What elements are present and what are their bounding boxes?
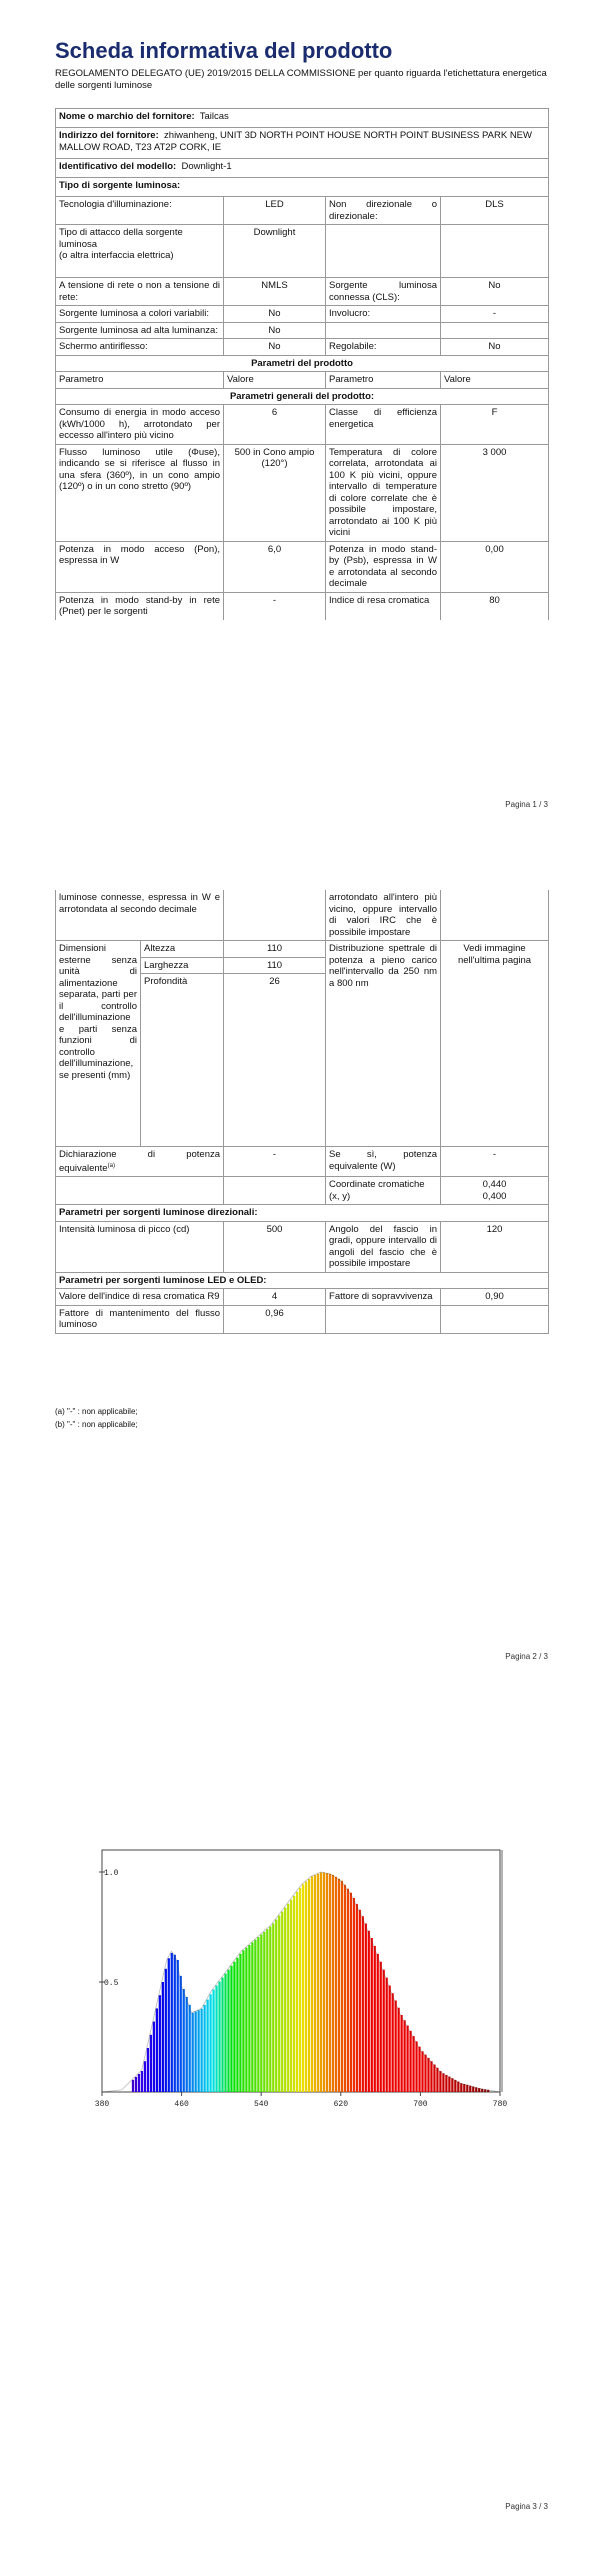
spectrum-bar bbox=[341, 1881, 343, 2092]
spectrum-bar bbox=[171, 1953, 173, 2092]
spectrum-bar bbox=[317, 1874, 319, 2092]
spectrum-bar bbox=[350, 1893, 352, 2092]
source-type-heading: Tipo di sorgente luminosa: bbox=[56, 178, 549, 197]
spd-value: Vedi immagine nell'ultima pagina bbox=[441, 941, 549, 1147]
spectrum-bar bbox=[445, 2075, 447, 2092]
regulation-rest: per quanto riguarda l'etichettatura energetica delle sorgenti luminose bbox=[55, 68, 547, 91]
spectrum-bar bbox=[436, 2068, 438, 2092]
spectrum-bar bbox=[308, 1879, 310, 2092]
spectrum-bar bbox=[347, 1889, 349, 2092]
spectrum-bar bbox=[147, 2048, 149, 2092]
spectrum-bar bbox=[395, 2000, 397, 2092]
supplier-address-row bbox=[56, 128, 549, 159]
spectrum-bar bbox=[239, 1954, 241, 2092]
cell: Sorgente luminosa connessa (CLS): bbox=[326, 278, 441, 306]
cell: - bbox=[441, 306, 549, 323]
supplier-name-label: Nome o marchio del fornitore: bbox=[59, 111, 195, 122]
coord-y: 0,400 bbox=[482, 1190, 507, 1202]
cell: 0,96 bbox=[224, 1305, 326, 1333]
spectrum-bar bbox=[418, 2047, 420, 2092]
spectrum-bar bbox=[138, 2074, 140, 2092]
spectrum-bar bbox=[263, 1932, 265, 2092]
spectrum-bar bbox=[189, 2005, 191, 2092]
spectrum-bar bbox=[141, 2071, 143, 2092]
model-row bbox=[56, 159, 549, 178]
footnote-a: (a) "-" : non applicabile; bbox=[55, 1407, 138, 1416]
cell: No bbox=[224, 306, 326, 323]
spectrum-bar bbox=[159, 1995, 161, 2092]
spectrum-bar bbox=[398, 2008, 400, 2092]
spectrum-bar bbox=[254, 1940, 256, 2092]
spectrum-bar bbox=[439, 2071, 441, 2092]
spectrum-bar bbox=[132, 2080, 134, 2092]
spectrum-bar bbox=[281, 1912, 283, 2092]
equiv-label-text: Dichiarazione di potenza equivalente bbox=[59, 1149, 221, 1174]
cell: 80 bbox=[441, 592, 549, 620]
spectrum-bar bbox=[344, 1885, 346, 2092]
product-table-p2 bbox=[55, 890, 549, 1334]
spectrum-bar bbox=[192, 2013, 194, 2092]
spectrum-bar bbox=[466, 2085, 468, 2092]
cell: NMLS bbox=[224, 278, 326, 306]
cell: - bbox=[224, 592, 326, 620]
spectrum-bar bbox=[162, 1982, 164, 2092]
spectrum-bar bbox=[266, 1929, 268, 2092]
footnote-b: (b) "-" : non applicabile; bbox=[55, 1420, 138, 1429]
cell bbox=[326, 322, 441, 339]
cell: 6 bbox=[224, 405, 326, 445]
spectrum-bar bbox=[302, 1884, 304, 2092]
spectrum-bar bbox=[362, 1916, 364, 2092]
x-tick-label: 700 bbox=[413, 2100, 428, 2109]
regulation-text bbox=[55, 68, 555, 92]
params-heading: Parametri del prodotto bbox=[56, 355, 549, 372]
spectrum-bar bbox=[401, 2015, 403, 2092]
spectrum-bar bbox=[412, 2036, 414, 2092]
dims-label: Dimensioni esterne senza unità di alimentazione separata, parti per il controllo dell'illuminazione e parti senza funzioni di controllo dell'illuminazione, se presenti (mm) bbox=[56, 941, 141, 1147]
spectrum-bar bbox=[469, 2086, 471, 2092]
cell: Angolo del fascio in gradi, oppure intervallo di angoli del fascio che è possibile impostare bbox=[326, 1221, 441, 1272]
model-value: Downlight-1 bbox=[181, 161, 232, 172]
spectrum-bar bbox=[183, 1989, 185, 2092]
cell: No bbox=[441, 278, 549, 306]
cell: Non direzionale o direzionale: bbox=[326, 197, 441, 225]
cell: Se sì, potenza equivalente (W) bbox=[326, 1147, 441, 1177]
spectrum-bar bbox=[305, 1882, 307, 2092]
spectrum-bar bbox=[448, 2077, 450, 2092]
model-label: Identificativo del modello: bbox=[59, 161, 177, 172]
cell bbox=[224, 1177, 326, 1205]
y-tick-label: 1.0 bbox=[104, 1869, 119, 1878]
col-value: Valore bbox=[441, 372, 549, 389]
page-number: Pagina 1 / 3 bbox=[505, 800, 548, 809]
cell: 4 bbox=[224, 1289, 326, 1306]
cell: Schermo antiriflesso: bbox=[56, 339, 224, 356]
spectrum-bar bbox=[335, 1877, 337, 2092]
spd-label: Distribuzione spettrale di potenza a pieno carico nell'intervallo da 250 nm a 800 nm bbox=[326, 941, 441, 1147]
x-tick-label: 460 bbox=[174, 2100, 189, 2109]
spectrum-bar bbox=[206, 2000, 208, 2092]
cell: Flusso luminoso utile (Φuse), indicando se si riferisce al flusso in una sfera (360º), in un cono ampio (120º) o in un cono stretto (90º) bbox=[56, 444, 224, 541]
spectrum-bar bbox=[380, 1962, 382, 2092]
cell: - bbox=[441, 1147, 549, 1177]
spectrum-bar bbox=[430, 2061, 432, 2092]
cell: Tecnologia d'illuminazione: bbox=[56, 197, 224, 225]
spectrum-bar bbox=[248, 1945, 250, 2092]
spectrum-bar bbox=[201, 2009, 203, 2092]
cell bbox=[441, 322, 549, 339]
footnotes bbox=[55, 1405, 138, 1431]
col-value: Valore bbox=[224, 372, 326, 389]
spectrum-bar bbox=[150, 2035, 152, 2092]
spectrum-bar bbox=[409, 2031, 411, 2092]
col-param: Parametro bbox=[326, 372, 441, 389]
spectrum-bar bbox=[245, 1948, 247, 2092]
spectrum-bar bbox=[203, 2005, 205, 2092]
cell: Fattore di mantenimento del flusso luminoso bbox=[56, 1305, 224, 1333]
cell: F bbox=[441, 405, 549, 445]
cell: A tensione di rete o non a tensione di rete: bbox=[56, 278, 224, 306]
spectrum-bar bbox=[275, 1920, 277, 2092]
spectrum-bar bbox=[233, 1962, 235, 2092]
cell bbox=[56, 1177, 224, 1205]
cell: Potenza in modo stand-by (Psb), espressa in W e arrotondata al secondo decimale bbox=[326, 541, 441, 592]
cell: Regolabile: bbox=[326, 339, 441, 356]
spectrum-chart bbox=[82, 1840, 522, 2130]
spectrum-bar bbox=[284, 1908, 286, 2092]
spectrum-bar bbox=[356, 1904, 358, 2092]
cell: No bbox=[224, 322, 326, 339]
spectrum-bar bbox=[460, 2083, 462, 2092]
dim-name: Profondità bbox=[141, 974, 224, 1147]
spectrum-bar bbox=[433, 2065, 435, 2093]
spectrum-bar bbox=[260, 1934, 262, 2092]
dim-name: Larghezza bbox=[141, 957, 224, 974]
document-title: Scheda informativa del prodotto bbox=[55, 38, 393, 63]
col-param: Parametro bbox=[56, 372, 224, 389]
spectrum-bar bbox=[218, 1982, 220, 2092]
supplier-name-row bbox=[56, 109, 549, 128]
spectrum-bar bbox=[269, 1927, 271, 2092]
cell: arrotondato all'intero più vicino, oppure intervallo di valori IRC che è possibile impostare bbox=[326, 890, 441, 941]
cell: Coordinate cromatiche (x, y) bbox=[326, 1177, 441, 1205]
spectrum-bar bbox=[463, 2084, 465, 2092]
general-params-heading: Parametri generali del prodotto: bbox=[56, 388, 549, 405]
cell: Consumo di energia in modo acceso (kWh/1000 h), arrotondato per eccesso all'intero più vicino bbox=[56, 405, 224, 445]
cell: Classe di efficienza energetica bbox=[326, 405, 441, 445]
x-tick-label: 540 bbox=[253, 2100, 269, 2109]
spectrum-bar bbox=[144, 2061, 146, 2092]
spectrum-bar bbox=[320, 1872, 322, 2092]
spectrum-bar bbox=[338, 1879, 340, 2092]
spectrum-bar bbox=[257, 1937, 259, 2092]
supplier-name-value: Tailcas bbox=[199, 111, 229, 122]
cell bbox=[326, 225, 441, 278]
dim-value: 26 bbox=[224, 974, 326, 1147]
spectrum-bar bbox=[386, 1978, 388, 2092]
spectrum-bar bbox=[427, 2058, 429, 2092]
equiv-label bbox=[56, 1147, 224, 1177]
led-heading: Parametri per sorgenti luminose LED e OLED: bbox=[56, 1272, 549, 1289]
spectrum-bar bbox=[135, 2077, 137, 2092]
spectrum-bar bbox=[415, 2041, 417, 2092]
spectrum-bar bbox=[454, 2080, 456, 2092]
cell: DLS bbox=[441, 197, 549, 225]
spectrum-bar bbox=[278, 1916, 280, 2092]
spectrum-bar bbox=[215, 1986, 217, 2092]
cell bbox=[441, 890, 549, 941]
cell: Tipo di attacco della sorgente luminosa (o altra interfaccia elettrica) bbox=[56, 225, 224, 278]
regulation-bold: REGOLAMENTO DELEGATO (UE) 2019/2015 DELLA COMMISSIONE bbox=[55, 68, 356, 79]
spectrum-bar bbox=[195, 2011, 197, 2092]
spectrum-bar bbox=[421, 2051, 423, 2092]
spectrum-bar bbox=[374, 1946, 376, 2092]
spectrum-bar bbox=[424, 2055, 426, 2092]
spectrum-bar bbox=[329, 1874, 331, 2092]
spectrum-bar bbox=[230, 1966, 232, 2092]
spectrum-bar bbox=[272, 1923, 274, 2092]
cell: Potenza in modo acceso (Pon), espressa in W bbox=[56, 541, 224, 592]
cell: LED bbox=[224, 197, 326, 225]
cell: No bbox=[441, 339, 549, 356]
spectrum-bar bbox=[442, 2073, 444, 2092]
cell: 500 bbox=[224, 1221, 326, 1272]
spectrum-bar bbox=[368, 1931, 370, 2092]
cell: Fattore di sopravvivenza bbox=[326, 1289, 441, 1306]
cell: 0,90 bbox=[441, 1289, 549, 1306]
cell: Potenza in modo stand-by in rete (Pnet) per le sorgenti bbox=[56, 592, 224, 620]
directional-heading: Parametri per sorgenti luminose direzionali: bbox=[56, 1205, 549, 1222]
spectrum-bar bbox=[156, 2008, 158, 2092]
y-tick-label: 0.5 bbox=[104, 1979, 119, 1988]
cell bbox=[224, 890, 326, 941]
spectrum-bar bbox=[296, 1892, 298, 2092]
cell: 120 bbox=[441, 1221, 549, 1272]
spectrum-bar bbox=[251, 1942, 253, 2092]
spectrum-bar bbox=[377, 1954, 379, 2092]
spectrum-bar bbox=[242, 1950, 244, 2092]
spectrum-bar bbox=[293, 1896, 295, 2092]
cell: Downlight bbox=[224, 225, 326, 278]
spectrum-bar bbox=[224, 1974, 226, 2092]
footnote-ref: (a) bbox=[107, 1162, 115, 1169]
spectrum-bar bbox=[332, 1875, 334, 2092]
spectrum-bar bbox=[353, 1898, 355, 2092]
dim-value: 110 bbox=[224, 941, 326, 958]
spectrum-bar bbox=[227, 1970, 229, 2092]
spectrum-bar bbox=[371, 1938, 373, 2092]
page-2 bbox=[0, 840, 603, 1700]
spectrum-bar bbox=[168, 1958, 170, 2092]
spectrum-bar bbox=[406, 2026, 408, 2092]
spectrum-bar bbox=[359, 1910, 361, 2092]
cell: Valore dell'indice di resa cromatica R9 bbox=[56, 1289, 224, 1306]
cell: luminose connesse, espressa in W e arrotondata al secondo decimale bbox=[56, 890, 224, 941]
x-tick-label: 380 bbox=[94, 2100, 110, 2109]
supplier-address-value: zhiwanheng, UNIT 3D NORTH POINT HOUSE NORTH POINT BUSINESS PARK NEW MALLOW ROAD, T23 AT2P CORK, IE bbox=[59, 130, 532, 153]
cell bbox=[441, 1305, 549, 1333]
x-tick-label: 620 bbox=[333, 2100, 349, 2109]
spectrum-bar bbox=[221, 1978, 223, 2092]
spectrum-bar bbox=[180, 1976, 182, 2092]
spectrum-bar bbox=[383, 1970, 385, 2092]
cell bbox=[326, 1305, 441, 1333]
spectrum-bar bbox=[299, 1888, 301, 2092]
spectrum-bar bbox=[311, 1876, 313, 2092]
product-table-p1 bbox=[55, 108, 549, 620]
spectrum-bar bbox=[403, 2020, 405, 2092]
spectrum-bar bbox=[198, 2010, 200, 2092]
spectrum-bar bbox=[290, 1900, 292, 2092]
coord-values bbox=[441, 1177, 549, 1205]
x-tick-label: 780 bbox=[492, 2100, 508, 2109]
spectrum-bar bbox=[314, 1875, 316, 2092]
cell: 3 000 bbox=[441, 444, 549, 541]
cell: - bbox=[224, 1147, 326, 1177]
dim-name: Altezza bbox=[141, 941, 224, 958]
cell: 500 in Cono ampio (120°) bbox=[224, 444, 326, 541]
spectrum-bar bbox=[186, 1997, 188, 2092]
cell: No bbox=[224, 339, 326, 356]
spectrum-bar bbox=[326, 1873, 328, 2092]
cell: Temperatura di colore correlata, arrotondata ai 100 K più vicini, oppure intervallo di temperature di colore correlate che è possibile impostare, arrotondato ai 100 K più vicini bbox=[326, 444, 441, 541]
coord-x: 0,440 bbox=[482, 1179, 507, 1191]
spectrum-bar bbox=[451, 2078, 453, 2092]
page-number: Pagina 2 / 3 bbox=[505, 1652, 548, 1661]
spectrum-bar bbox=[365, 1923, 367, 2092]
spectrum-bar bbox=[174, 1955, 176, 2092]
cell: Intensità luminosa di picco (cd) bbox=[56, 1221, 224, 1272]
page-number: Pagina 3 / 3 bbox=[505, 2502, 548, 2511]
cell: Indice di resa cromatica bbox=[326, 592, 441, 620]
cell: Involucro: bbox=[326, 306, 441, 323]
cell: 6,0 bbox=[224, 541, 326, 592]
supplier-address-label: Indirizzo del fornitore: bbox=[59, 130, 159, 141]
spectrum-bar bbox=[323, 1872, 325, 2092]
spectrum-bar bbox=[212, 1989, 214, 2092]
spectrum-bar bbox=[457, 2082, 459, 2092]
spectrum-bar bbox=[287, 1904, 289, 2092]
page-1 bbox=[0, 0, 603, 840]
spectrum-svg bbox=[82, 1840, 522, 2130]
cell: Sorgente luminosa a colori variabili: bbox=[56, 306, 224, 323]
spectrum-bar bbox=[177, 1960, 179, 2092]
spectrum-bar bbox=[392, 1993, 394, 2092]
spectrum-bar bbox=[165, 1969, 167, 2092]
cell: Sorgente luminosa ad alta luminanza: bbox=[56, 322, 224, 339]
spectrum-bar bbox=[389, 1986, 391, 2092]
spectrum-bar bbox=[153, 2022, 155, 2092]
cell: 0,00 bbox=[441, 541, 549, 592]
spectrum-bar bbox=[236, 1958, 238, 2092]
cell bbox=[441, 225, 549, 278]
dim-value: 110 bbox=[224, 957, 326, 974]
spectrum-bar bbox=[209, 1994, 211, 2092]
